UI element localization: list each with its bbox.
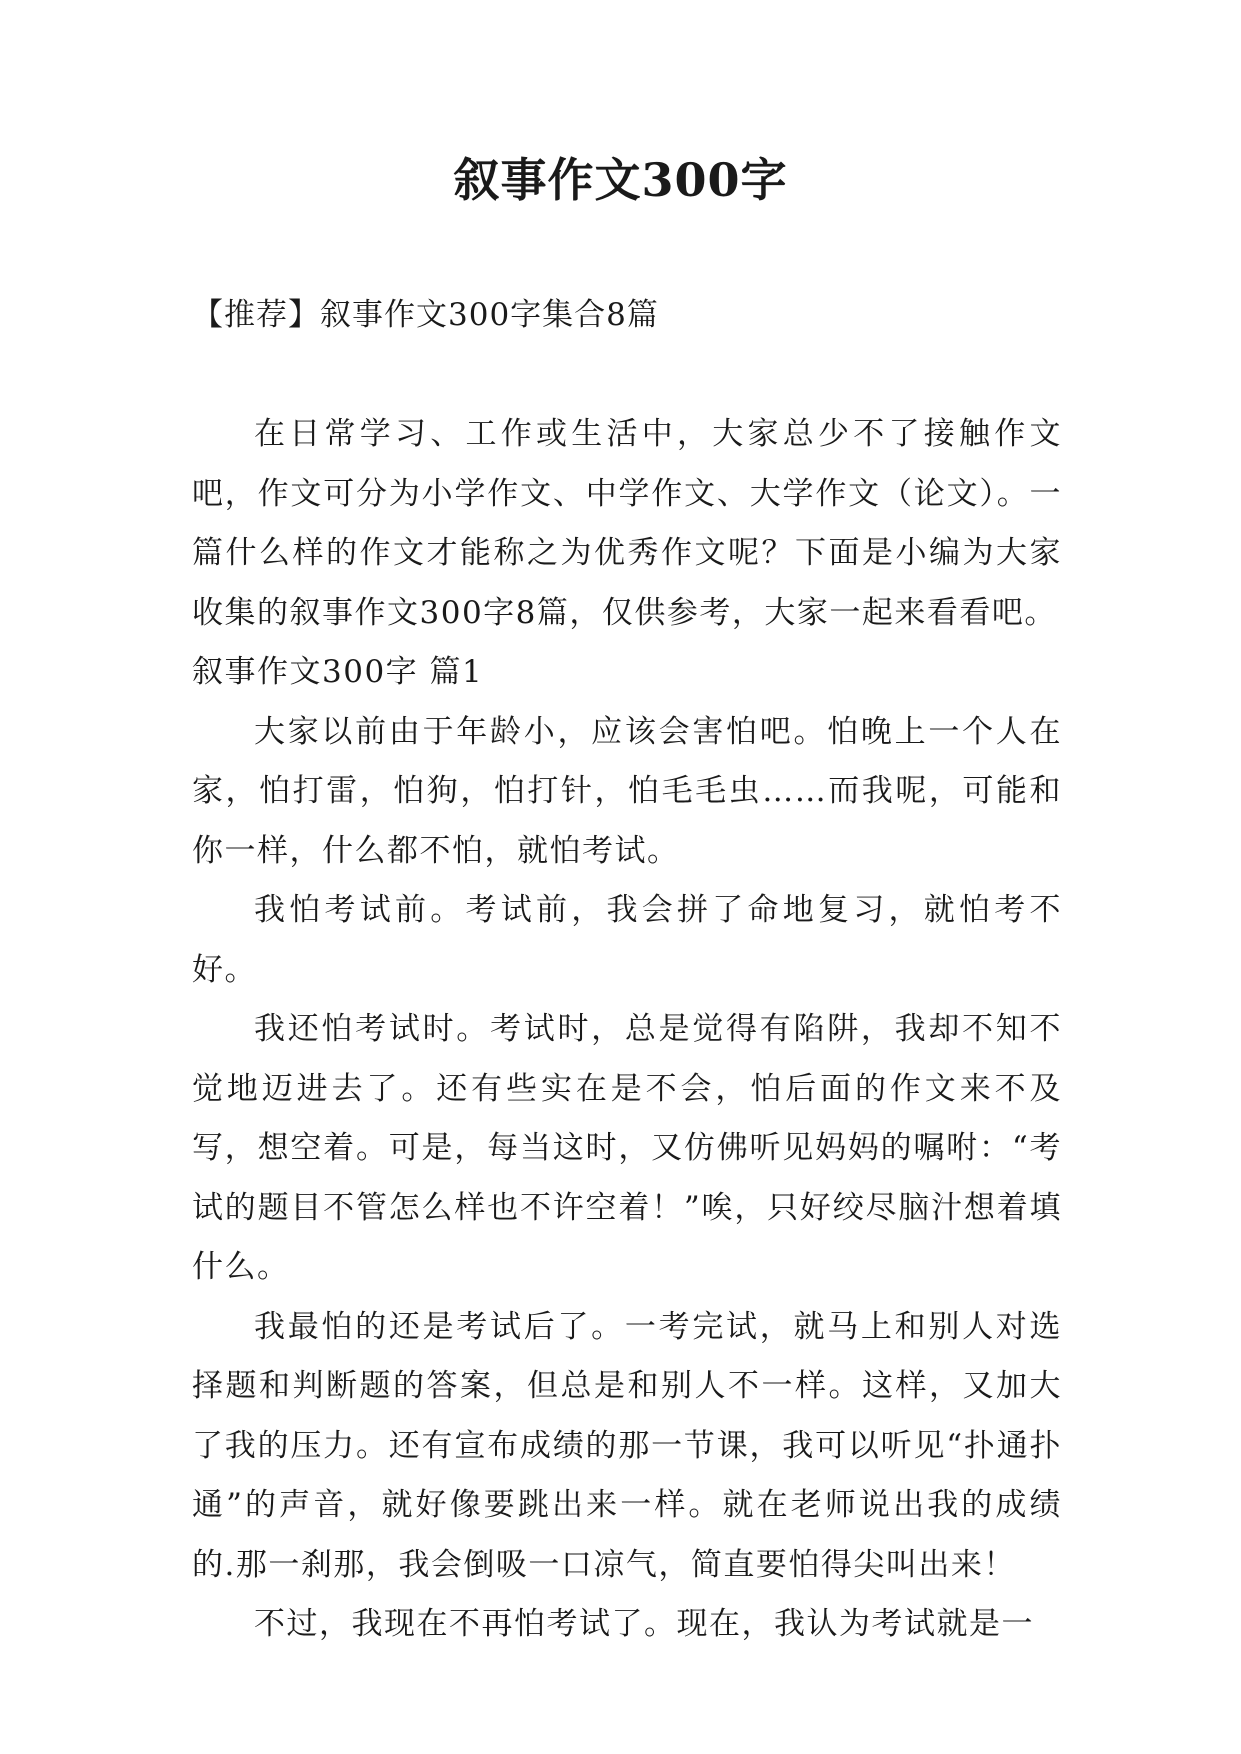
body-paragraph: 我最怕的还是考试后了。一考完试，就马上和别人对选择题和判断题的答案，但总是和别人不一样。这样，又加大了我的压力。还有宣布成绩的那一节课，我可以听见“扑通扑通”的声音，就好像要跳出来一样。就在老师说出我的成绩的.那一刹那，我会倒吸一口凉气，简直要怕得尖叫出来！ bbox=[192, 1308, 1062, 1583]
document-body bbox=[192, 405, 1062, 1655]
body-paragraph: 我怕考试前。考试前，我会拼了命地复习，就怕考不好。 bbox=[192, 892, 1062, 988]
document-title: 叙事作文300字 bbox=[453, 153, 788, 207]
intro-paragraph: 在日常学习、工作或生活中，大家总少不了接触作文吧，作文可分为小学作文、中学作文、大学作文（论文）。一篇什么样的作文才能称之为优秀作文呢？下面是小编为大家收集的叙事作文300字8篇，仅供参考，大家一起来看看吧。 bbox=[192, 416, 1062, 631]
body-paragraph: 不过，我现在不再怕考试了。现在，我认为考试就是一 bbox=[254, 1606, 1034, 1642]
body-paragraph: 大家以前由于年龄小，应该会害怕吧。怕晚上一个人在家，怕打雷，怕狗，怕打针，怕毛毛虫……而我呢，可能和你一样，什么都不怕，就怕考试。 bbox=[192, 713, 1062, 869]
document-subtitle: 【推荐】叙事作文300字集合8篇 bbox=[192, 297, 659, 333]
section-heading: 叙事作文300字 篇1 bbox=[192, 654, 484, 690]
body-paragraph: 我还怕考试时。考试时，总是觉得有陷阱，我却不知不觉地迈进去了。还有些实在是不会，怕后面的作文来不及写，想空着。可是，每当这时，又仿佛听见妈妈的嘱咐：“考试的题目不管怎么样也不许空着！”唉，只好绞尽脑汁想着填什么。 bbox=[192, 1011, 1062, 1285]
